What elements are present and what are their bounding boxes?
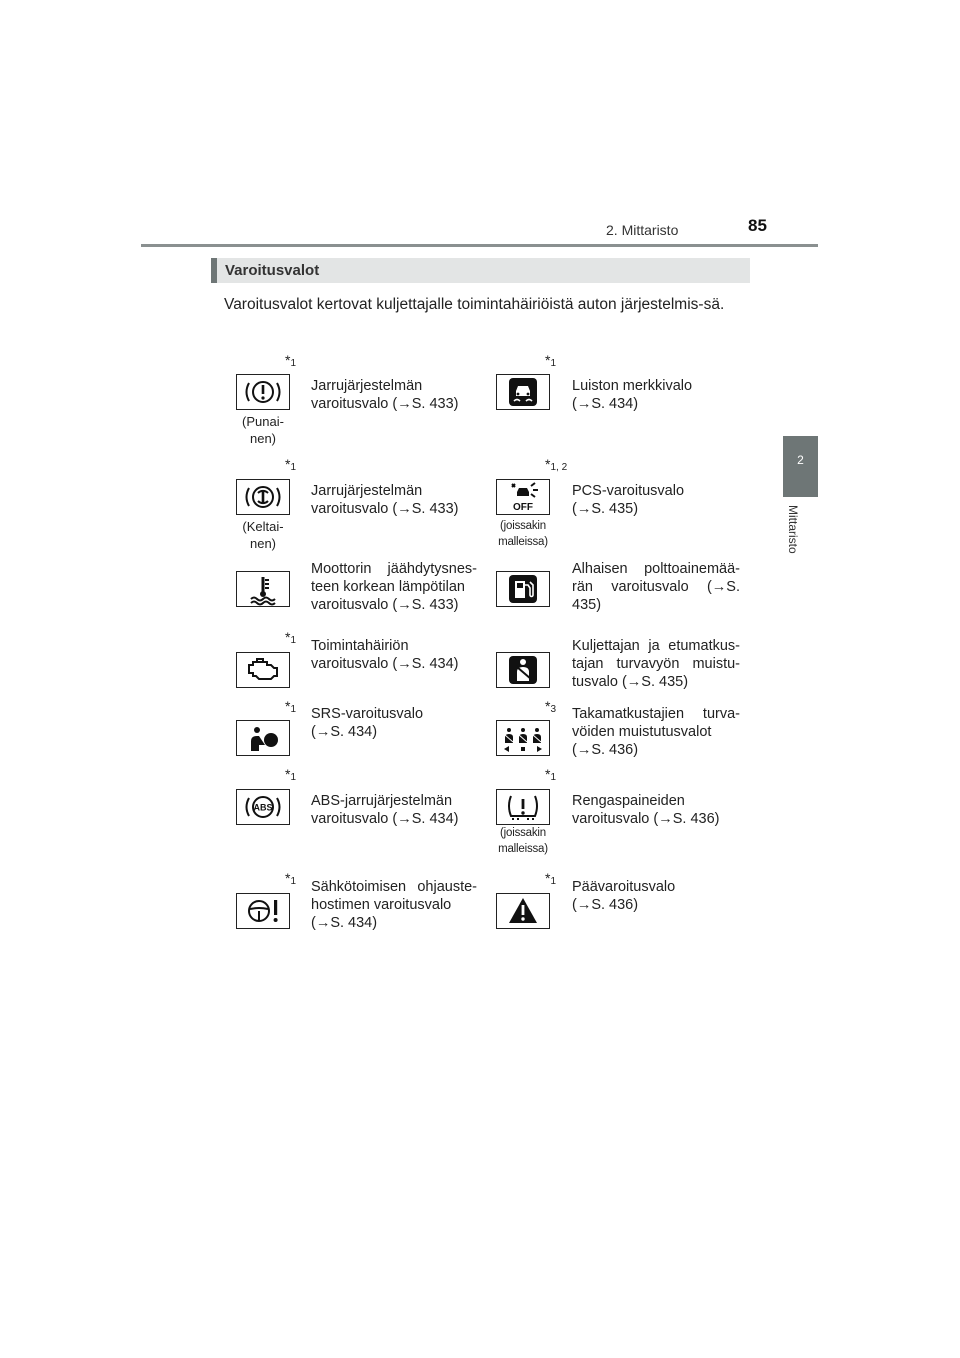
light-description-line: rän varoitusvalo (→S. 435) [572,579,740,613]
icon-caption-line: malleissa) [498,536,548,548]
light-description-line: Alhaisen polttoainemää- [572,561,740,577]
light-description-line: ABS-jarrujärjestelmän [311,793,453,809]
light-description-line: Toimintahäiriön [311,638,409,654]
light-description-line: varoitusvalo (→S. 433) [311,501,459,517]
light-description-line: varoitusvalo (→S. 434) [311,656,459,672]
light-description-line: tajan turvavyön muistu- [572,656,740,672]
check-engine-icon [236,652,290,688]
icon-caption-line: nen) [249,536,277,551]
light-description-line: Luiston merkkivalo [572,378,693,394]
footnote-marker: $*_1$ [285,456,297,473]
light-description-line: teen korkean lämpötilan [311,579,465,595]
section-heading-accent [211,258,217,283]
airbag-icon [236,720,290,756]
master-warning-icon [496,893,550,929]
light-description [311,878,477,932]
footnote-number: 1 [290,704,297,715]
footnote-number: 1 [290,358,297,369]
footnote-number: 1, 2 [550,462,568,473]
page-number: 85 [748,216,767,235]
light-description-line: (→S. 436) [572,742,639,758]
brake-parking-icon [236,479,290,515]
light-description [572,637,740,691]
footnote-marker: $*_1$ [285,629,297,646]
coolant-temperature-icon [236,571,290,607]
light-description-line: Moottorin jäähdytysnes- [311,561,477,577]
icon-caption [228,413,298,447]
light-description-line: (→S. 434) [311,724,378,740]
icon-caption [488,518,558,550]
light-description-line: vöiden muistutusvalot [572,724,712,740]
light-description [572,705,740,759]
footnote-marker: $*_3$ [545,698,557,715]
footnote-marker: $*_{1, 2}$ [545,456,568,473]
footnote-marker: $*_1$ [285,352,297,369]
footnote-marker: $*_1$ [545,870,557,887]
light-description [311,637,477,673]
light-description-line: (→S. 435) [572,501,639,517]
footnote-marker: $*_1$ [545,352,557,369]
pcs-off-icon [496,479,550,515]
light-description-line: Rengaspaineiden [572,793,685,809]
icon-caption-line: malleissa) [498,843,548,855]
pcs-off-text: OFF [513,502,533,513]
fuel-pump-icon [496,571,550,607]
light-description-line: Päävaroitusvalo [572,879,676,895]
light-description-line: Kuljettajan ja etumatkus- [572,638,740,654]
light-description-line: hostimen varoitusvalo [311,897,452,913]
icon-caption-line: (joissakin [500,520,546,532]
icon-caption [488,825,558,857]
icon-caption-line: (joissakin [500,827,546,839]
light-description [572,377,740,413]
light-description-line: varoitusvalo (→S. 433) [311,396,459,412]
light-description-line: (→S. 434) [572,396,639,412]
light-description-line: SRS-varoitusvalo [311,706,424,722]
footnote-number: 1 [290,635,297,646]
footnote-marker: $*_1$ [285,766,297,783]
icon-caption [228,518,298,552]
light-description [572,482,740,518]
light-description-line: Sähkötoimisen ohjauste- [311,879,477,895]
footnote-marker: $*_1$ [285,698,297,715]
header-rule [141,244,818,247]
light-description-line: varoitusvalo (→S. 433) [311,597,459,613]
footnote-number: 1 [290,876,297,887]
chapter-tab: 2 [783,436,818,494]
section-title: Varoitusvalot [225,262,320,279]
light-description-line: varoitusvalo (→S. 436) [572,811,720,827]
intro-paragraph: Varoitusvalot kertovat kuljettajalle toimintahäiriöistä auton järjestelmis-sä. [224,296,725,313]
light-description-line: Jarrujärjestelmän [311,378,423,394]
light-description-line: (→S. 434) [311,915,378,931]
chapter-label: Mittaristo [786,505,800,554]
footnote-number: 1 [550,876,557,887]
footnote-number: 1 [550,358,557,369]
running-header-section: 2. Mittaristo [606,222,679,238]
brake-warning-icon [236,374,290,410]
footnote-marker: $*_1$ [285,870,297,887]
slip-indicator-icon [496,374,550,410]
section-heading [211,258,750,283]
footnote-marker: $*_1$ [545,766,557,783]
footnote-number: 3 [550,704,557,715]
light-description [311,560,477,614]
chapter-tab-rule [783,494,818,497]
footnote-number: 1 [290,772,297,783]
light-description-line: Takamatkustajien turva- [572,706,740,722]
light-description [311,792,477,828]
light-description-line: tusvalo (→S. 435) [572,674,689,690]
abs-icon [236,789,290,825]
abs-text: ABS [253,802,273,813]
light-description [572,560,740,614]
tire-pressure-icon [496,789,550,825]
light-description-line: varoitusvalo (→S. 434) [311,811,459,827]
icon-caption-line: (Keltai- [242,519,284,534]
footnote-number: 1 [290,462,297,473]
light-description [311,377,477,413]
footnote-number: 1 [550,772,557,783]
icon-caption-line: nen) [249,431,277,446]
light-description-line: PCS-varoitusvalo [572,483,685,499]
rear-seatbelt-icon [496,720,550,756]
seatbelt-icon [496,652,550,688]
light-description [311,705,477,741]
light-description-line: (→S. 436) [572,897,639,913]
light-description [572,792,740,828]
power-steering-icon [236,893,290,929]
icon-caption-line: (Punai- [242,414,284,429]
light-description [572,878,740,914]
light-description-line: Jarrujärjestelmän [311,483,423,499]
light-description [311,482,477,518]
